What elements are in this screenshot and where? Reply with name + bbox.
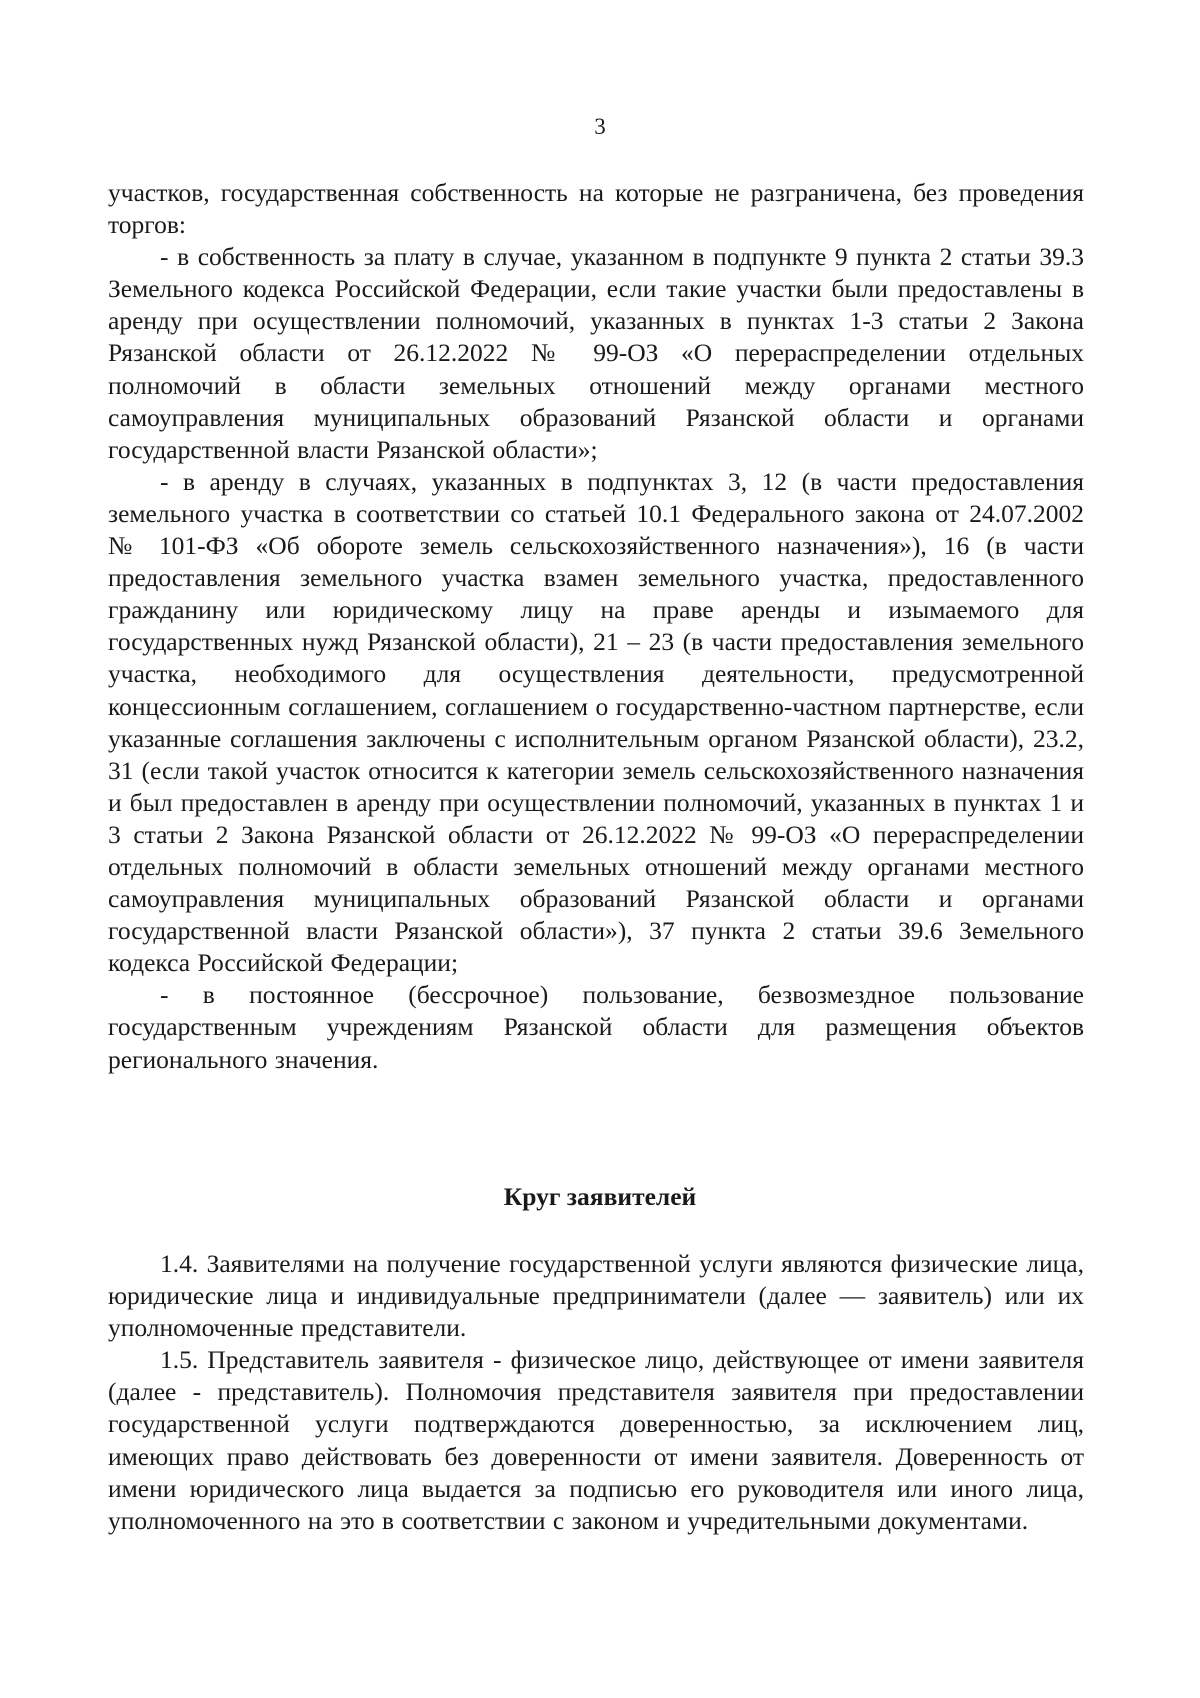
paragraph-1-4-applicants: 1.4. Заявителями на получение государственной услуги являются физические лица, юридические лица и индивидуальные предприниматели (далее — заявитель) или их уполномоченные представители. [108, 1249, 1084, 1343]
paragraph-permanent-use: - в постоянное (бессрочное) пользование, безвозмездное пользование государственным учреждениям Рязанской области для размещения объектов регионального значения. [108, 980, 1084, 1074]
paragraph-continuation: участков, государственная собственность на которые не разграничена, без проведения торгов: [108, 178, 1084, 240]
paragraph-lease-cases: - в аренду в случаях, указанных в подпунктах 3, 12 (в части предоставления земельного участка в соответствии со статьей 10.1 Федерального закона от 24.07.2002 № 101-ФЗ «Об обороте земель сельскохозяйственного назначения»), 16 (в части предоставления земельного участка взамен земельного участка, предоставленного гражданину или юридическому лицу на праве аренды и изымаемого для государственных нужд Рязанской области), 21 – 23 (в части предоставления земельного участка, необходимого для осуществления деятельности, предусмотренной концессионным соглашением, соглашением о государственно-частном партнерстве, если указанные соглашения заключены с исполнительным органом Рязанской области), 23.2, 31 (если такой участок относится к категории земель сельскохозяйственного назначения и был предоставлен в аренду при осуществлении полномочий, указанных в пунктах 1 и 3 статьи 2 Закона Рязанской области от 26.12.2022 № 99-ОЗ «О перераспределении отдельных полномочий в области земельных отношений между органами местного самоуправления муниципальных образований Рязанской области и органами государственной власти Рязанской области»), 37 пункта 2 статьи 39.6 Земельного кодекса Российской Федерации; [108, 466, 1084, 978]
paragraph-1-5-representative: 1.5. Представитель заявителя - физическое лицо, действующее от имени заявителя (далее - представитель). Полномочия представителя заявителя при предоставлении государственной услуги подтверждаются доверенностью, за исключением лиц, имеющих право действовать без доверенности от имени заявителя. Доверенность от имени юридического лица выдается за подписью его руководителя или иного лица, уполномоченного на это в соответствии с законом и учредительными документами. [108, 1345, 1084, 1535]
section-heading-applicants: Круг заявителей [503, 1182, 697, 1211]
body-text-bottom [108, 1248, 1084, 1537]
paragraph-ownership-for-fee: - в собственность за плату в случае, указанном в подпункте 9 пункта 2 статьи 39.3 Земельного кодекса Российской Федерации, если такие участки были предоставлены в аренду при осуществлении полномочий, указанных в пунктах 1-3 статьи 2 Закона Рязанской области от 26.12.2022 № 99-ОЗ «О перераспределении отдельных полномочий в области земельных отношений между органами местного самоуправления муниципальных образований Рязанской области и органами государственной власти Рязанской области»; [108, 242, 1084, 464]
page-number: 3 [594, 114, 606, 139]
body-text-top [108, 177, 1084, 1076]
